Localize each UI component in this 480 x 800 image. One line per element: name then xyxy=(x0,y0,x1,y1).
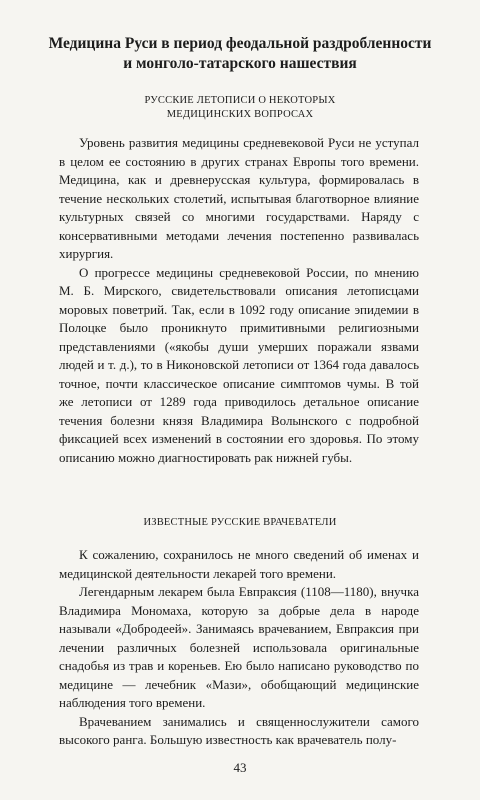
section-heading-line-2: МЕДИЦИНСКИХ ВОПРОСАХ xyxy=(166,109,314,120)
paragraph: К сожалению, сохранилось не много сведений об именах и медицинской деятельности лекарей того времени. xyxy=(59,547,419,581)
chapter-title xyxy=(40,34,440,74)
section-body-healers xyxy=(59,546,419,750)
chapter-title-line-1: Медицина Руси в период феодальной раздробленности xyxy=(48,35,432,52)
chapter-title-line-2: и монголо-татарского нашествия xyxy=(123,55,357,72)
paragraph: Врачеванием занимались и священнослужители самого высокого ранга. Большую известность как врачеватель полу- xyxy=(59,713,419,747)
paragraph: Уровень развития медицины средневековой Руси не уступал в целом ее состоянию в других странах Европы того времени. Медицина, как и древнерусская культура, формировалась в течение нескольких столетий, испытывая благотворное влияние культурных связей со многими государствами. Наряду с консервативными методами лечения постепенно развивалась хирургия. xyxy=(59,135,419,261)
section-heading-chronicles xyxy=(80,94,400,122)
section-heading-line-1: РУССКИЕ ЛЕТОПИСИ О НЕКОТОРЫХ xyxy=(144,95,336,106)
paragraph: Легендарным лекарем была Евпраксия (1108—1180), внучка Владимира Мономаха, которую за добрые дела в народе называли «Добродеей». Занимаясь врачеванием, Евпраксия при лечении различных болезней использовала оригинальные снадобья из трав и кореньев. Ею было написано руководство по медицине — лечебник «Мази», обобщающий медицинские наблюдения того времени. xyxy=(59,584,419,710)
section-body-chronicles xyxy=(59,134,419,467)
section-heading-healers: ИЗВЕСТНЫЕ РУССКИЕ ВРАЧЕВАТЕЛИ xyxy=(143,517,337,528)
paragraph: О прогрессе медицины средневековой России, по мнению М. Б. Мирского, свидетельствовали описания летописцами моровых поветрий. Так, если в 1092 году описание эпидемии в Полоцке было проникнуто примитивными религиозными представлениями («якобы души умерших поражали язвами людей и т. д.), то в Никоновской летописи от 1364 года давалось точное, почти классическое описание симптомов чумы. В той же летописи от 1289 года приводилось детальное описание течения болезни князя Владимира Волынского с подробной фиксацией всех изменений в состоянии его здоровья. По этому описанию можно диагностировать рак нижней губы. xyxy=(59,264,419,465)
page-number: 43 xyxy=(233,760,247,775)
